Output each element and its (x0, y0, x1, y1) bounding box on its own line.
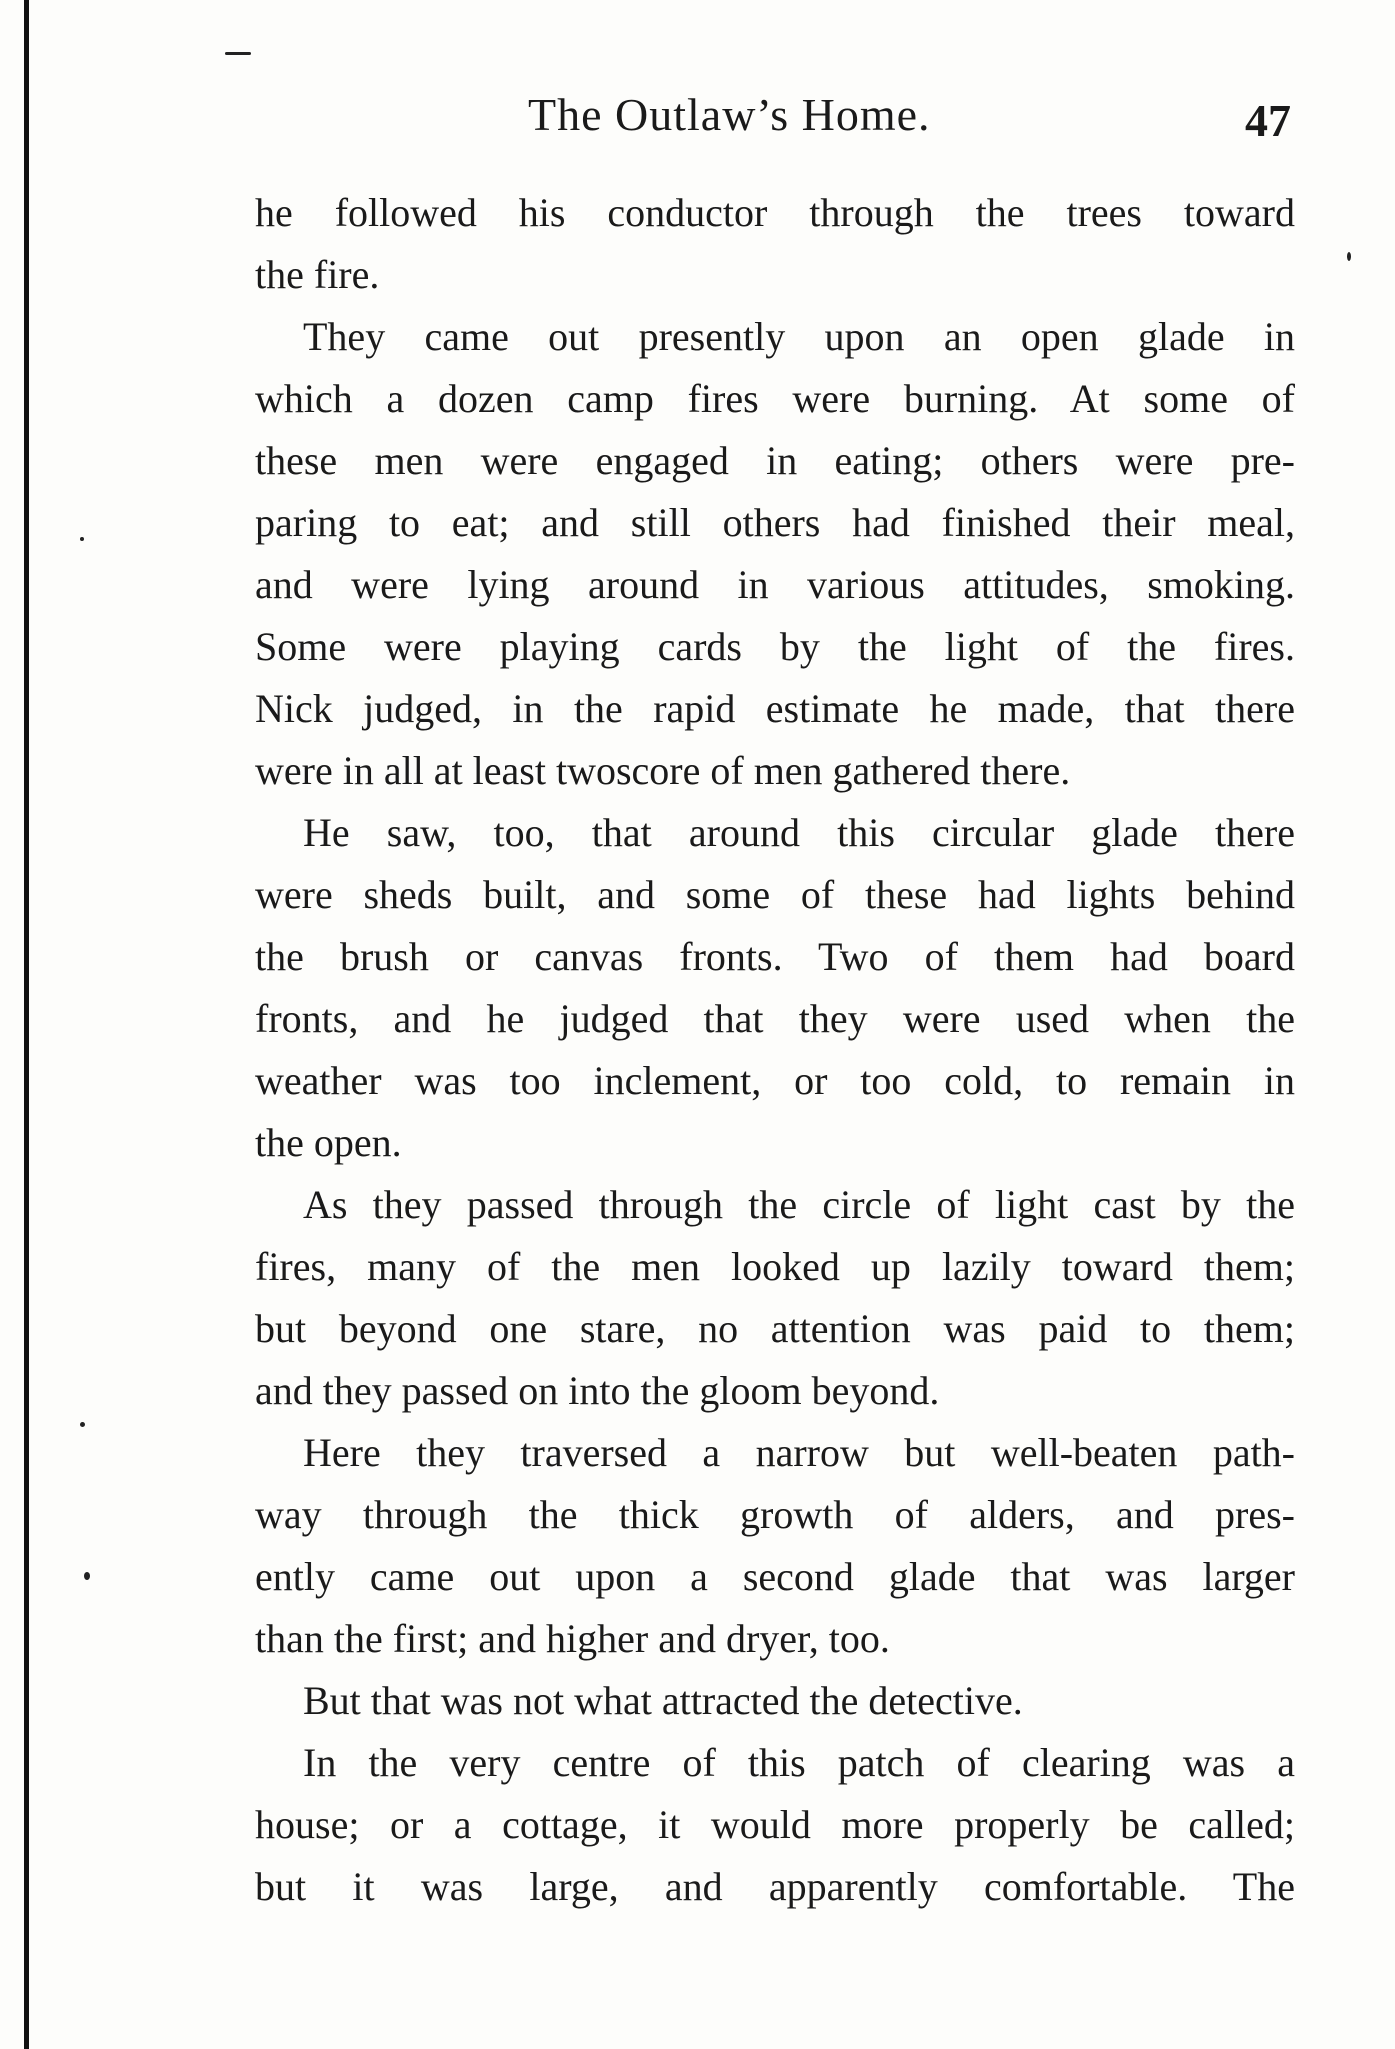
text-line: But that was not what attracted the detective. (303, 1678, 1023, 1723)
running-header (0, 88, 1395, 158)
body-text (255, 182, 1295, 1918)
page-gutter-edge (24, 0, 29, 2049)
text-line: these men were engaged in eating; others were pre- (255, 438, 1295, 483)
text-line: He saw, too, that around this circular glade there (303, 810, 1295, 855)
page-number: 47 (1245, 95, 1291, 146)
text-line: than the first; and higher and dryer, too. (255, 1616, 890, 1661)
text-line: the open. (255, 1120, 402, 1165)
text-line: Nick judged, in the rapid estimate he made, that there (255, 686, 1295, 731)
text-line: the brush or canvas fronts. Two of them had board (255, 934, 1295, 979)
text-line: and were lying around in various attitudes, smoking. (255, 562, 1295, 607)
text-line: paring to eat; and still others had finished their meal, (255, 500, 1295, 545)
text-line: Here they traversed a narrow but well-beaten path- (303, 1430, 1295, 1475)
ink-speck (1347, 252, 1351, 261)
text-line: way through the thick growth of alders, and pres- (255, 1492, 1295, 1537)
ink-speck (80, 537, 84, 541)
text-line: were in all at least twoscore of men gathered there. (255, 748, 1071, 793)
text-line: were sheds built, and some of these had lights behind (255, 872, 1295, 917)
text-line: the fire. (255, 252, 380, 297)
ink-speck (84, 1572, 90, 1580)
ink-speck (225, 52, 251, 55)
running-title: The Outlaw’s Home. (528, 89, 931, 140)
text-line: but beyond one stare, no attention was paid to them; (255, 1306, 1295, 1351)
text-line: As they passed through the circle of light cast by the (303, 1182, 1295, 1227)
text-line: In the very centre of this patch of clearing was a (303, 1740, 1295, 1785)
text-line: and they passed on into the gloom beyond. (255, 1368, 940, 1413)
text-line: fires, many of the men looked up lazily toward them; (255, 1244, 1295, 1289)
text-line: he followed his conductor through the trees toward (255, 190, 1295, 235)
text-line: fronts, and he judged that they were used when the (255, 996, 1295, 1041)
text-line: weather was too inclement, or too cold, to remain in (255, 1058, 1295, 1103)
text-line: Some were playing cards by the light of the fires. (255, 624, 1295, 669)
text-line: which a dozen camp fires were burning. At some of (255, 376, 1295, 421)
text-line: They came out presently upon an open glade in (303, 314, 1295, 359)
text-line: ently came out upon a second glade that was larger (255, 1554, 1295, 1599)
text-line: house; or a cottage, it would more properly be called; (255, 1802, 1295, 1847)
text-line: but it was large, and apparently comfortable. The (255, 1864, 1295, 1909)
ink-speck (80, 1422, 85, 1427)
